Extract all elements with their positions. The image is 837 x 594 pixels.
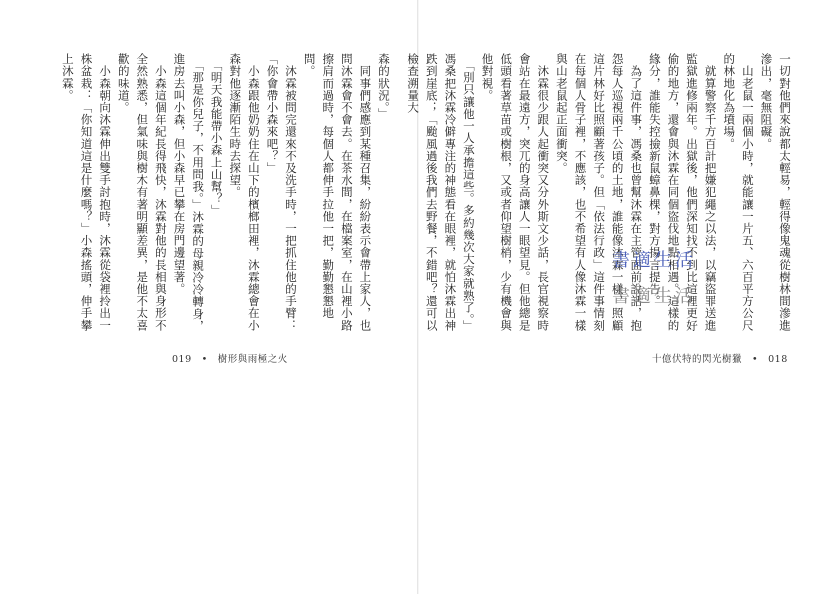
right-page-body-text: 一切對他們來說都太輕易，輕得像鬼魂從樹林間滲進滲出，毫無阻礙。 山老鼠一兩個小時，就能讓一片五、六百平方公尺的林地化為墳場。 就算警察千方百計把嫌犯繩之以法，以竊盜罪送進監獄進修兩年。出獄後，他們深知找不到比這裡更好偷的地方，還會與沐霖在同個盜伐地點相遇。這樣的緣分，誰能失控撿新鼠蟑鼻棵，對方揚言提告。 為了這件事，馮桑也曾幫沐霖在主管面前說話，抱怨每人巡視兩千公頃的土地，誰能像沐霖一樣，照顧這片林好比照顧著孩子。但「依法行政」這件事情刻在每個人骨子裡，不應該，也不希望有人像沐霖一樣與山老鼠起正面衝突。 沐霖很少跟人起衝突又分外斯文少話，長官視察時會站在最遠方，突兀的身高讓人一眼望見。但他總是低頭看著草苗或樹根，又或者仰望樹梢，少有機會與他對視。 「別只讓他一人承擔這些。多約幾次大家就熟了。」馮桑把沐霖冷僻專注的神態看在眼裡，就怕沐霖出神跌到崖底；「颱風過後我們去野餐，不錯吧？還可以檢查溯量大 <box>406 53 792 332</box>
watermark-primary: 書適生活 <box>612 250 696 271</box>
left-page-body-text: 森的狀況。」 同事們感應到某種召集，紛紛表示會帶上家人，也問沐霖會不會去。在茶水間，在檔案室，在山裡小路擦肩而過時，每個人都伸手拉他一把，勤勤懇懇地問。 沐霖被問完還來不及洗手時，一把抓住他的手臂：「你會帶小森來吧？」 小森跟他奶奶住在山下的檳榔田裡，沐霖總會在小森對他逐漸陌生時去探望。 「明天我能帶小森上山幫？」 「那是你兒子，不用問我。」沐霖的母親冷冷轉身，進房去叫小森，但小森早已攀在房門邊望著。 小森這個年紀長得飛快，沐霖對他的長相與身形不全然熟悉，但氣味與樹木有著明顯差異，是他不太喜歡的味道。 小森朝向沐霖伸出雙手討抱時，沐霖從袋裡拎出一株盆栽：「你知道這是什麼嗎？」小森搖頭，伸手攀上沐霖。 <box>60 53 391 332</box>
right-page-footer: 十億伏特的閃光樹獵 • 018 <box>652 354 788 365</box>
left-page-footer: 019 • 樹形與雨極之火 <box>172 354 288 365</box>
left-page <box>0 0 418 594</box>
watermark-secondary: 書適生活 <box>612 286 696 307</box>
